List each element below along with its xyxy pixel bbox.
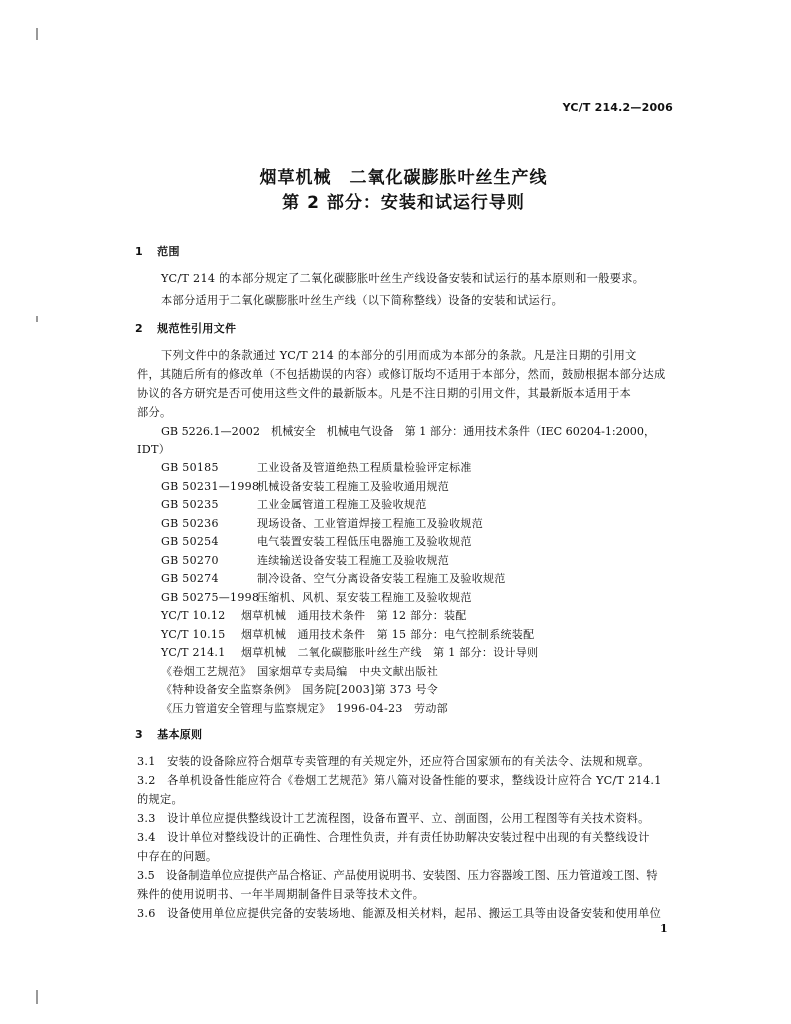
reference-code: GB 50231—1998 bbox=[161, 480, 260, 493]
section-number: 1 bbox=[135, 245, 143, 258]
paragraph-line: 部分。 bbox=[137, 406, 172, 419]
reference-code: YC/T 214.1 bbox=[161, 646, 226, 659]
reference-code: GB 50275—1998 bbox=[161, 591, 260, 604]
paragraph-line: 协议的各方研究是否可使用这些文件的最新版本。凡是不注日期的引用文件，其最新版本适用于本 bbox=[137, 387, 631, 400]
reference-title: 连续输送设备安装工程施工及验收规范 bbox=[257, 554, 450, 567]
reference-title: 机械设备安装工程施工及验收通用规范 bbox=[257, 480, 450, 493]
section-heading bbox=[135, 243, 180, 259]
reference-item bbox=[161, 515, 483, 531]
paragraph-line: 3.6 设备使用单位应提供完备的安装场地、能源及相关材料，起吊、搬运工具等由设备安装和使用单位 bbox=[137, 907, 662, 920]
reference-title: 工业设备及管道绝热工程质量检验评定标准 bbox=[257, 461, 472, 474]
reference-item bbox=[161, 589, 472, 605]
reference-code: GB 50270 bbox=[161, 554, 219, 567]
reference-title: 现场设备、工业管道焊接工程施工及验收规范 bbox=[257, 517, 483, 530]
document-title-line2: 第 2 部分：安装和试运行导则 bbox=[282, 193, 525, 213]
section-title: 基本原则 bbox=[157, 728, 203, 741]
scan-edge-mark bbox=[36, 28, 38, 40]
paragraph-line: 件，其随后所有的修改单（不包括勘误的内容）或修订版均不适用于本部分，然而，鼓励根据本部分达成 bbox=[137, 368, 666, 381]
reference-item bbox=[161, 626, 534, 642]
paragraph-line: 本部分适用于二氧化碳膨胀叶丝生产线（以下简称整线）设备的安装和试运行。 bbox=[161, 294, 564, 307]
scan-edge-mark bbox=[36, 990, 38, 1004]
section-heading bbox=[135, 320, 236, 336]
reference-title: 工业金属管道工程施工及验收规范 bbox=[257, 498, 427, 511]
reference-item bbox=[161, 570, 506, 586]
reference-item bbox=[161, 496, 427, 512]
paragraph-line: YC/T 214 的本部分规定了二氧化碳膨胀叶丝生产线设备安装和试运行的基本原则和一般要求。 bbox=[161, 272, 645, 285]
reference-title: 烟草机械 二氧化碳膨胀叶丝生产线 第 1 部分：设计导则 bbox=[241, 646, 539, 659]
paragraph-line: 下列文件中的条款通过 YC/T 214 的本部分的引用而成为本部分的条款。凡是注日期的引用文 bbox=[161, 349, 637, 362]
section-heading bbox=[135, 726, 202, 742]
paragraph-line: 殊件的使用说明书、一年半周期制备件目录等技术文件。 bbox=[137, 888, 425, 901]
reference-code: GB 50235 bbox=[161, 498, 219, 511]
paragraph-line: GB 5226.1—2002 机械安全 机械电气设备 第 1 部分：通用技术条件（IEC 60204-1:2000， bbox=[161, 425, 656, 438]
reference-item bbox=[161, 478, 449, 494]
reference-item: 《卷烟工艺规范》 国家烟草专卖局编 中央文献出版社 bbox=[161, 665, 438, 678]
reference-title: 制冷设备、空气分离设备安装工程施工及验收规范 bbox=[257, 572, 506, 585]
section-number: 2 bbox=[135, 322, 143, 335]
reference-item bbox=[161, 607, 467, 623]
reference-code: GB 50236 bbox=[161, 517, 219, 530]
reference-code: GB 50185 bbox=[161, 461, 219, 474]
reference-code: YC/T 10.12 bbox=[161, 609, 226, 622]
reference-title: 压缩机、风机、泵安装工程施工及验收规范 bbox=[257, 591, 472, 604]
paragraph-line: 3.2 各单机设备性能应符合《卷烟工艺规范》第八篇对设备性能的要求，整线设计应符合 YC/T 214.1 bbox=[137, 774, 662, 787]
reference-title: 电气装置安装工程低压电器施工及验收规范 bbox=[257, 535, 472, 548]
paragraph-line: 中存在的问题。 bbox=[137, 850, 218, 863]
reference-title: 烟草机械 通用技术条件 第 15 部分：电气控制系统装配 bbox=[241, 628, 535, 641]
reference-item bbox=[161, 644, 538, 660]
section-number: 3 bbox=[135, 728, 143, 741]
reference-item bbox=[161, 552, 449, 568]
reference-code: GB 50254 bbox=[161, 535, 219, 548]
paragraph-line: 3.1 安装的设备除应符合烟草专卖管理的有关规定外，还应符合国家颁布的有关法令、法规和规章。 bbox=[137, 755, 650, 768]
scan-edge-mark bbox=[36, 316, 38, 322]
paragraph-line: IDT） bbox=[137, 443, 171, 456]
document-title-line1: 烟草机械 二氧化碳膨胀叶丝生产线 bbox=[259, 168, 548, 188]
reference-item bbox=[161, 459, 472, 475]
reference-title: 烟草机械 通用技术条件 第 12 部分：装配 bbox=[241, 609, 467, 622]
reference-item: 《特种设备安全监察条例》 国务院[2003]第 373 号令 bbox=[161, 683, 439, 696]
reference-item: 《压力管道安全管理与监察规定》 1996-04-23 劳动部 bbox=[161, 702, 448, 715]
section-title: 规范性引用文件 bbox=[157, 322, 237, 335]
page-number: 1 bbox=[660, 922, 668, 935]
paragraph-line: 3.4 设计单位对整线设计的正确性、合理性负责，并有责任协助解决安装过程中出现的有关整线设计 bbox=[137, 831, 650, 844]
section-title: 范围 bbox=[157, 245, 180, 258]
reference-code: GB 50274 bbox=[161, 572, 219, 585]
paragraph-line: 3.5 设备制造单位应提供产品合格证、产品使用说明书、安装图、压力容器竣工图、压力管道竣工图、特 bbox=[137, 869, 658, 882]
paragraph-line: 3.3 设计单位应提供整线设计工艺流程图，设备布置平、立、剖面图，公用工程图等有关技术资料。 bbox=[137, 812, 650, 825]
reference-item bbox=[161, 533, 472, 549]
standard-code: YC/T 214.2—2006 bbox=[562, 101, 673, 114]
reference-code: YC/T 10.15 bbox=[161, 628, 226, 641]
paragraph-line: 的规定。 bbox=[137, 793, 183, 806]
